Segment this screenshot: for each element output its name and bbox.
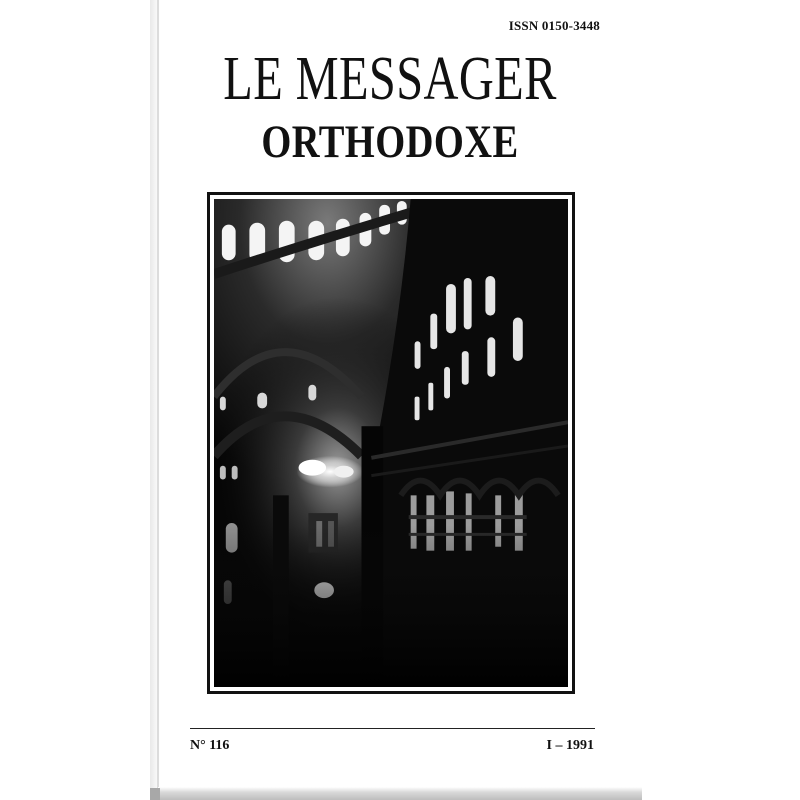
cover-photo-church-interior: [214, 199, 568, 687]
page-left-edge: [157, 0, 159, 800]
cover-photo-frame: [207, 192, 575, 694]
issue-number: N° 116: [190, 738, 230, 753]
footer-rule: [190, 728, 595, 729]
page-bottom-edge: [158, 787, 642, 800]
magazine-title-line-2: ORTHODOXE: [261, 116, 519, 168]
church-interior-image: [214, 199, 568, 687]
issue-date: I – 1991: [546, 738, 594, 753]
page-corner-shadow: [150, 788, 160, 800]
issn-label: ISSN 0150-3448: [508, 18, 600, 33]
magazine-title-line-1: LE MESSAGER: [223, 45, 557, 113]
